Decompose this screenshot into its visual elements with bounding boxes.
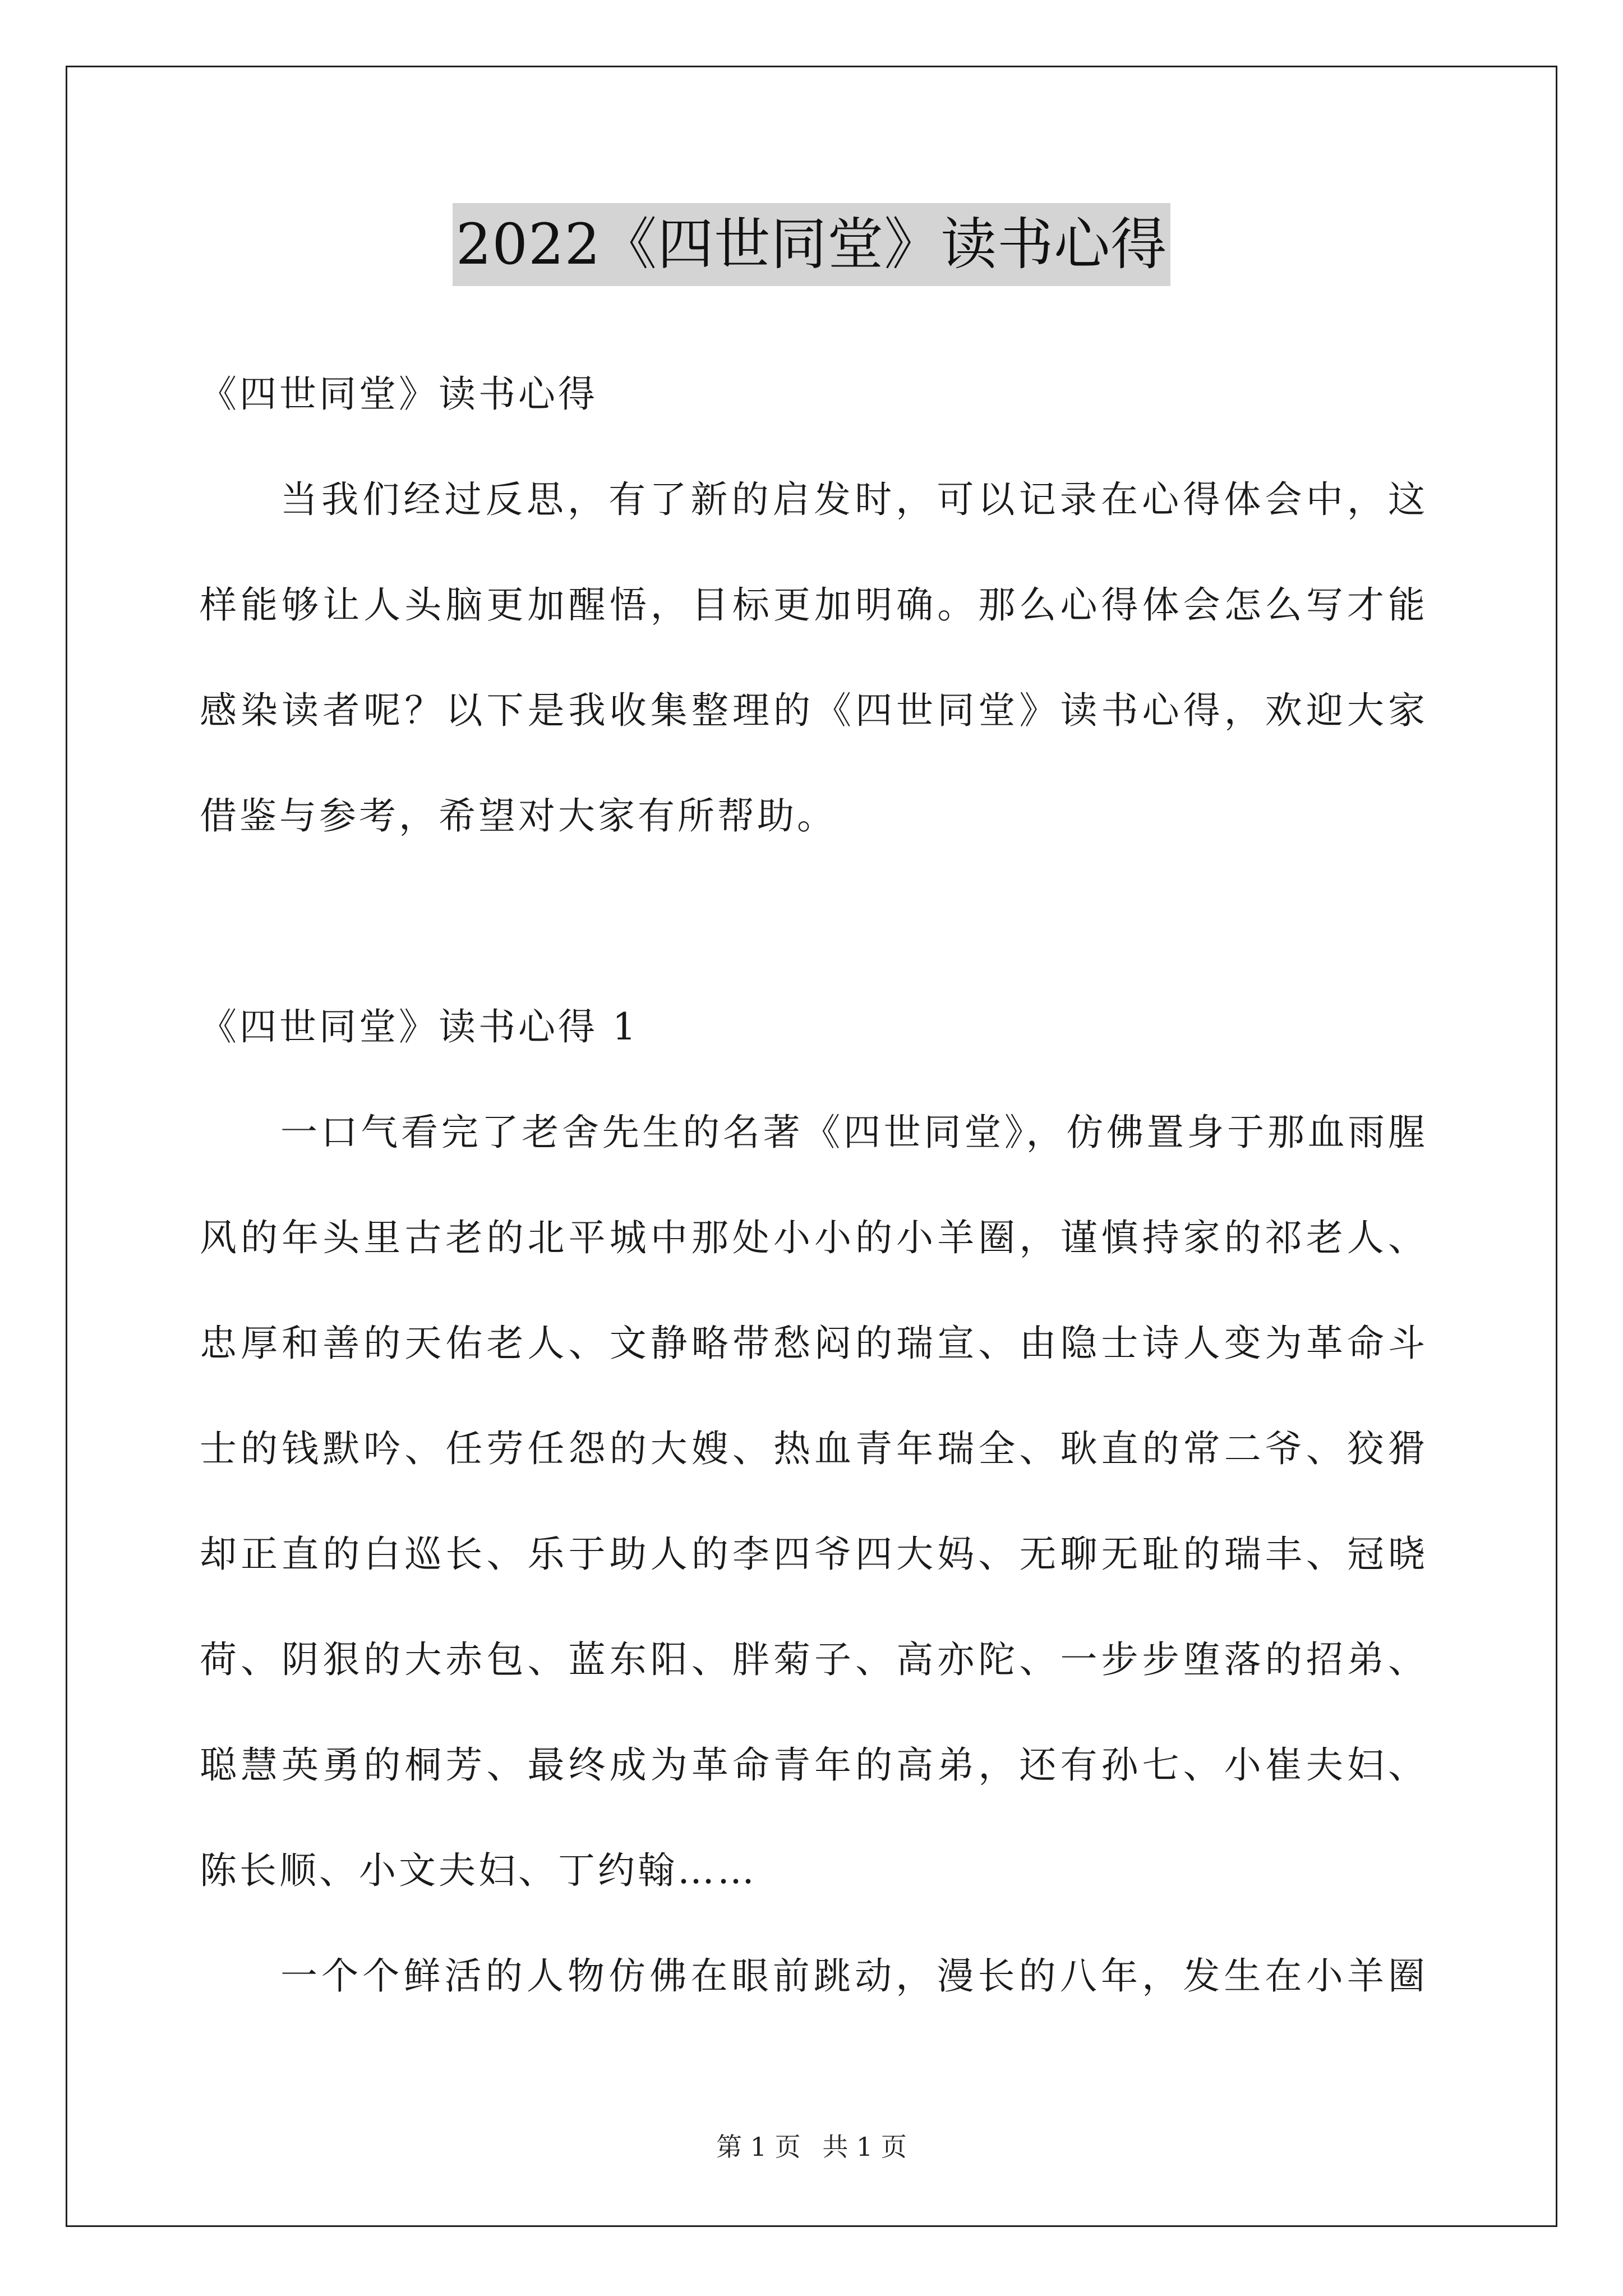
- page-footer: [0, 2130, 1623, 2164]
- page-number: 第 1 页: [716, 2132, 801, 2162]
- paragraph-line: 忠厚和善的天佑老人、文静略带愁闷的瑞宣、由隐士诗人变为革命斗: [200, 1322, 1428, 1365]
- paragraph-line: 却正直的白巡长、乐于助人的李四爷四大妈、无聊无耻的瑞丰、冠晓: [200, 1533, 1428, 1576]
- intro-line: 感染读者呢？以下是我收集整理的《四世同堂》读书心得，欢迎大家: [200, 689, 1428, 732]
- intro-line: 借鉴与参考，希望对大家有所帮助。: [200, 794, 837, 838]
- document-body: [200, 342, 1428, 2029]
- paragraph-line: 陈长顺、小文夫妇、丁约翰……: [200, 1849, 757, 1892]
- intro-line: 当我们经过反思，有了新的启发时，可以记录在心得体会中，这: [280, 478, 1428, 521]
- paragraph-line: 聪慧英勇的桐芳、最终成为革命青年的高弟，还有孙七、小崔夫妇、: [200, 1743, 1428, 1787]
- paragraph-gap: [200, 869, 1428, 974]
- document-subtitle: 《四世同堂》读书心得: [200, 372, 598, 416]
- paragraph-line: 荷、阴狠的大赤包、蓝东阳、胖菊子、高亦陀、一步步堕落的招弟、: [200, 1638, 1428, 1681]
- paragraph-line: 一个个鲜活的人物仿佛在眼前跳动，漫长的八年，发生在小羊圈: [280, 1954, 1428, 1998]
- title-container: [0, 203, 1623, 286]
- document-title: 2022《四世同堂》读书心得: [453, 203, 1171, 286]
- page-total: 共 1 页: [822, 2132, 907, 2162]
- section-heading: 《四世同堂》读书心得 1: [200, 1005, 639, 1048]
- paragraph-line: 士的钱默吟、任劳任怨的大嫂、热血青年瑞全、耿直的常二爷、狡猾: [200, 1427, 1428, 1470]
- paragraph-line: 风的年头里古老的北平城中那处小小的小羊圈，谨慎持家的祁老人、: [200, 1216, 1428, 1259]
- intro-line: 样能够让人头脑更加醒悟，目标更加明确。那么心得体会怎么写才能: [200, 583, 1428, 627]
- paragraph-line: 一口气看完了老舍先生的名著《四世同堂》，仿佛置身于那血雨腥: [280, 1111, 1428, 1154]
